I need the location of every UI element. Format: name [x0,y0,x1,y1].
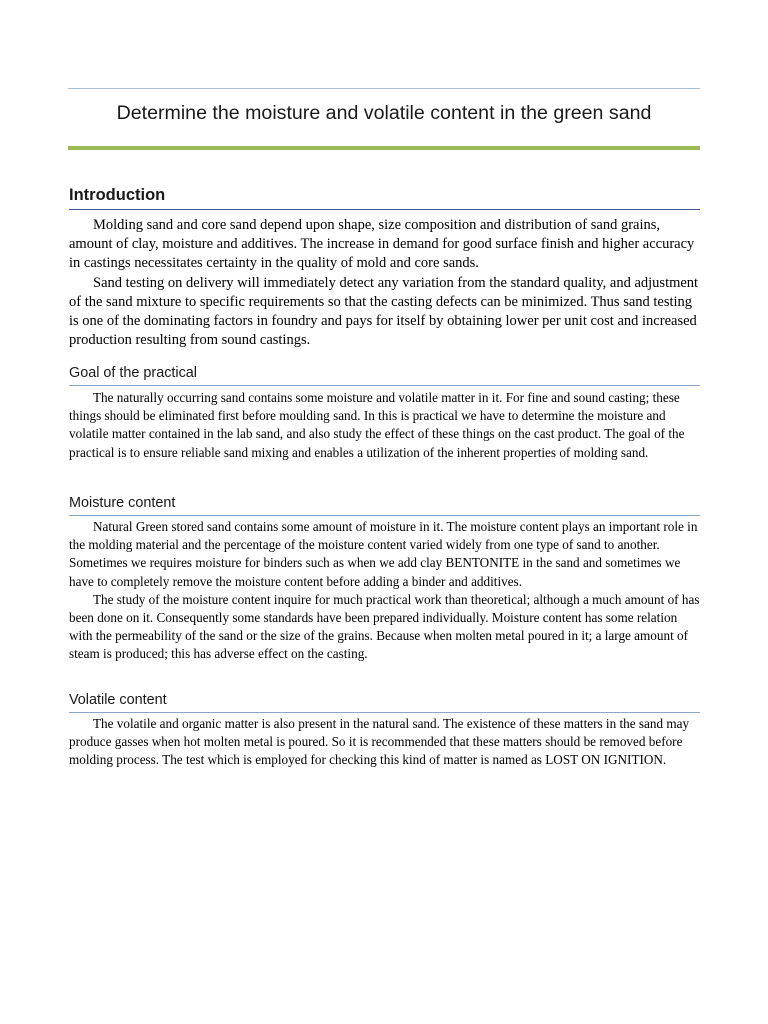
moisture-paragraph-1: Natural Green stored sand contains some amount of moisture in it. The moisture content plays an important role in the molding material and the percentage of the moisture content varied widely from one type of sand to another. Sometimes we requires moisture for binders such as when we add clay BENTONITE in the sand and sometimes we have to completely remove the moisture content before adding a binder and additives. [69,519,698,589]
document-title: Determine the moisture and volatile content in the green sand [116,102,652,124]
goal-heading: Goal of the practical [69,363,700,386]
goal-paragraph: The naturally occurring sand contains some moisture and volatile matter in it. For fine and sound casting; these things should be eliminated first before moulding sand. In this is practical we have to determine the moisture and volatile matter contained in the lab sand, and also study the effect of these things on the cast product. The goal of the practical is to ensure reliable sand mixing and enables a utilization of the inherent properties of molding sand. [69,390,685,460]
introduction-section [69,183,700,350]
introduction-heading: Introduction [69,183,700,210]
moisture-paragraph-2: The study of the moisture content inquire for much practical work than theoretical; although a much amount of has been done on it. Consequently some standards have been prepared individually. Moisture content has some relation with the permeability of the sand or the size of the grains. Because when molten metal poured in it; a large amount of steam is produced; this has adverse effect on the casting. [69,591,700,662]
title-bottom-rule [68,146,700,150]
title-top-rule [68,88,700,89]
goal-section [69,363,700,462]
introduction-paragraph-2: Sand testing on delivery will immediately detect any variation from the standard quality, and adjustment of the sand mixture to specific requirements so that the casting defects can be minimized. Thus sand testing is one of the dominating factors in foundry and pays for itself by obtaining lower per unit cost and increased production resulting from sound castings. [69,274,699,349]
volatile-paragraph: The volatile and organic matter is also present in the natural sand. The existence of these matters in the sand may produce gasses when hot molten metal is poured. So it is recommended that these matters should be removed before molding process. The test which is employed for checking this kind of matter is named as LOST ON IGNITION. [69,716,690,768]
moisture-section [69,493,700,664]
volatile-heading: Volatile content [69,690,700,713]
volatile-section [69,690,700,770]
introduction-paragraph-1: Molding sand and core sand depend upon shape, size composition and distribution of sand grains, amount of clay, moisture and additives. The increase in demand for good surface finish and higher accuracy in castings necessitates certainty in the quality of mold and core sands. [69,217,695,272]
moisture-heading: Moisture content [69,493,700,516]
